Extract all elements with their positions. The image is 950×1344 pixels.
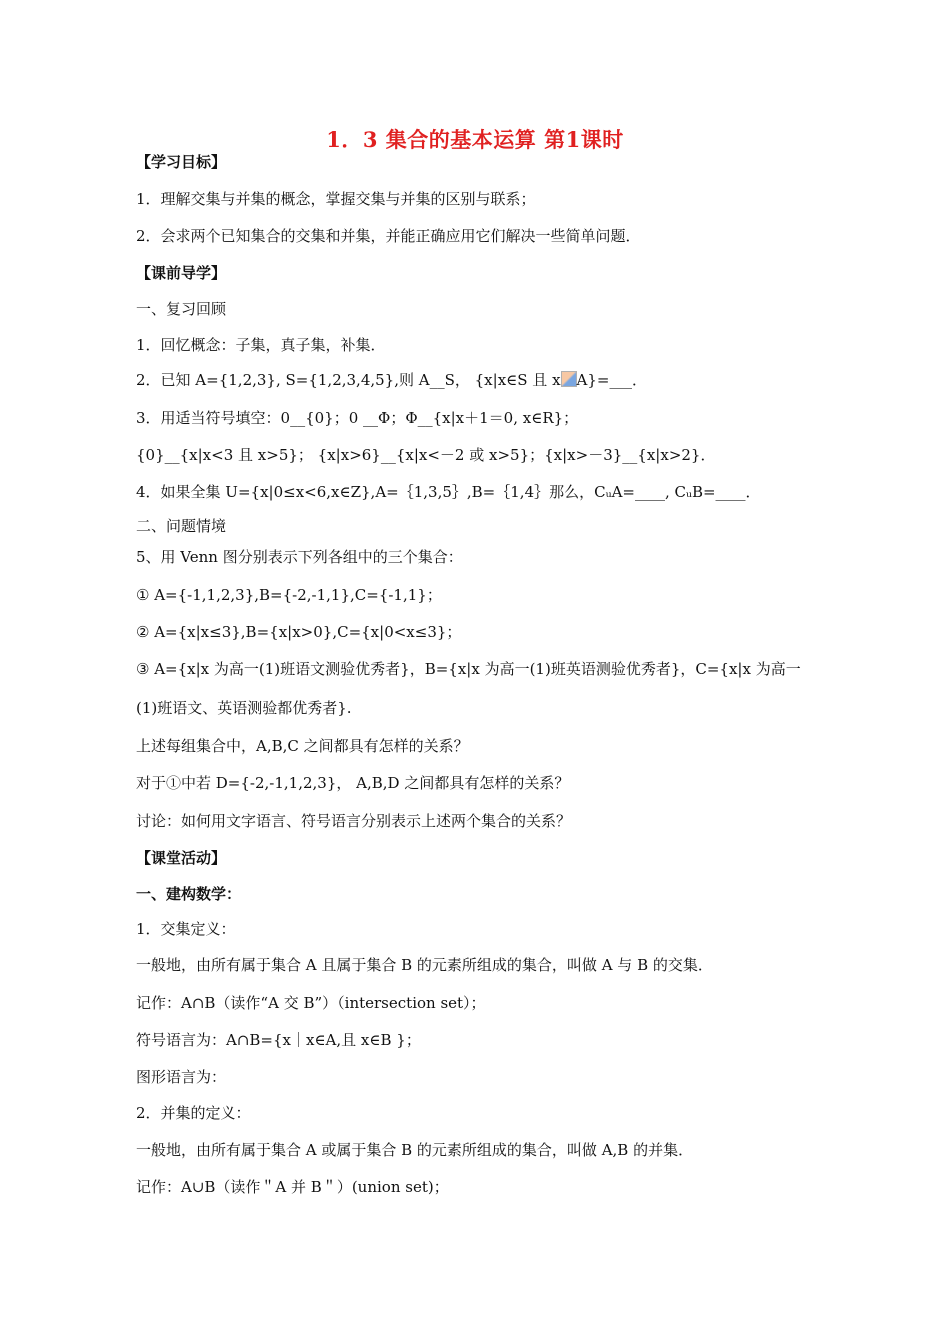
intersection-definition: 一般地，由所有属于集合 A 且属于集合 B 的元素所组成的集合，叫做 A 与 B 的交集． bbox=[136, 956, 713, 974]
objective-item-1: 1．理解交集与并集的概念，掌握交集与并集的区别与联系； bbox=[136, 190, 536, 208]
venn-prompt: 5、用 Venn 图分别表示下列各组中的三个集合： bbox=[136, 548, 463, 566]
question-d: 对于①中若 D={-2,-1,1,2,3}， A,B,D 之间都具有怎样的关系？ bbox=[136, 774, 570, 792]
review-item-2 bbox=[136, 370, 647, 390]
venn-group-1: ① A={-1,1,2,3},B={-2,-1,1},C={-1,1}； bbox=[136, 586, 442, 604]
question-relations: 上述每组集合中，A,B,C 之间都具有怎样的关系？ bbox=[136, 737, 469, 755]
intersection-symbolic: 符号语言为：A∩B={x｜x∈A,且 x∈B }； bbox=[136, 1031, 421, 1049]
objective-item-2: 2．会求两个已知集合的交集和并集，并能正确应用它们解决一些简单问题． bbox=[136, 227, 641, 245]
intersection-notation: 记作：A∩B（读作“A 交 B”）（intersection set）； bbox=[136, 994, 486, 1012]
venn-group-3-cont: (1)班语文、英语测验都优秀者}. bbox=[136, 699, 352, 717]
review-item-2-text: 2．已知 A={1,2,3}, S={1,2,3,4,5},则 A__S， {x|x∈S 且 x bbox=[136, 371, 561, 389]
subheading-review: 一、复习回顾 bbox=[136, 300, 227, 318]
intersection-heading: 1．交集定义： bbox=[136, 920, 236, 938]
union-definition: 一般地，由所有属于集合 A 或属于集合 B 的元素所组成的集合，叫做 A,B 的并集． bbox=[136, 1141, 694, 1159]
review-item-3: 3．用适当符号填空：0__{0}；0 __Φ；Φ__{x|x＋1＝0, x∈R}； bbox=[136, 409, 579, 427]
review-item-4: 4．如果全集 U={x|0≤x<6,x∈Z},A=｛1,3,5｝,B=｛1,4｝那么，CᵤA=____, CᵤB=____． bbox=[136, 483, 761, 501]
complement-symbol-image bbox=[561, 371, 577, 387]
intersection-graphic: 图形语言为： bbox=[136, 1068, 227, 1086]
union-heading: 2．并集的定义： bbox=[136, 1104, 251, 1122]
review-item-1: 1．回忆概念：子集，真子集，补集． bbox=[136, 336, 386, 354]
discussion: 讨论：如何用文字语言、符号语言分别表示上述两个集合的关系？ bbox=[136, 812, 572, 830]
venn-group-2: ② A={x|x≤3},B={x|x>0},C={x|0<x≤3}； bbox=[136, 623, 462, 641]
subheading-problem: 二、问题情境 bbox=[136, 517, 227, 535]
review-item-3-cont: {0}__{x|x<3 且 x>5}； {x|x>6}__{x|x<－2 或 x>5}；{x|x>－3}__{x|x>2}． bbox=[136, 446, 716, 464]
page-title: 1．3 集合的基本运算 第1课时 bbox=[326, 127, 624, 152]
review-item-2-tail: A}=___． bbox=[576, 371, 647, 389]
venn-group-3: ③ A={x|x 为高一(1)班语文测验优秀者}，B={x|x 为高一(1)班英语测验优秀者}，C={x|x 为高一 bbox=[136, 660, 801, 678]
section-heading-activity: 【课堂活动】 bbox=[136, 849, 227, 867]
subheading-construct: 一、建构数学： bbox=[136, 885, 242, 903]
section-heading-preview: 【课前导学】 bbox=[136, 264, 227, 282]
section-heading-objectives: 【学习目标】 bbox=[136, 153, 227, 171]
union-notation: 记作：A∪B（读作＂A 并 B＂）(union set)； bbox=[136, 1178, 449, 1196]
